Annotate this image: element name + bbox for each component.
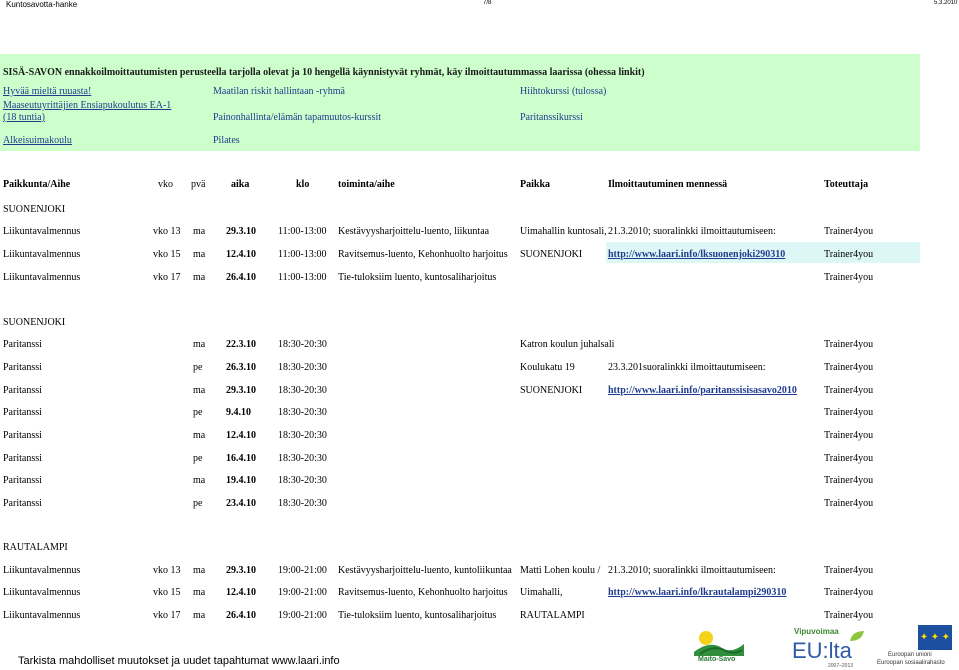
eu-flag-icon	[918, 625, 952, 650]
table-cell: vko 17	[153, 272, 181, 283]
table-cell: 29.3.10	[226, 385, 256, 396]
table-cell: 18:30-20:30	[278, 498, 327, 509]
table-cell: 12.4.10	[226, 249, 256, 260]
table-cell: Trainer4you	[824, 272, 874, 283]
table-cell: Trainer4you	[824, 385, 874, 396]
table-cell: 18:30-20:30	[278, 385, 327, 396]
table-cell: RAUTALAMPI	[520, 610, 585, 621]
table-cell: Tie-tuloksiim luento, kuntosaliharjoitus	[338, 272, 497, 283]
eu-label-1: Euroopan unioni	[888, 652, 932, 658]
section-title: SUONENJOKI	[3, 204, 66, 215]
table-cell: 11:00-13:00	[278, 272, 327, 283]
table-cell: Kestävyysharjoittelu-luento, kuntoliikuntaa	[338, 565, 512, 576]
table-cell: Paritanssi	[3, 453, 42, 464]
table-cell: Paritanssi	[3, 407, 42, 418]
header-page: 7/8	[483, 0, 492, 6]
table-cell: Tie-tuloksiim luento, kuntosaliharjoitus	[338, 610, 497, 621]
table-cell: 18:30-20:30	[278, 407, 327, 418]
table-cell: pe	[193, 407, 203, 418]
group-link-hyvaa-mielta[interactable]: Hyvää mieltä ruuasta!	[3, 86, 92, 97]
table-cell: Liikuntavalmennus	[3, 272, 81, 283]
table-cell: Liikuntavalmennus	[3, 226, 81, 237]
table-cell: Trainer4you	[824, 226, 874, 237]
col-header-pva: pvä	[191, 179, 206, 190]
table-cell: Liikuntavalmennus	[3, 565, 81, 576]
section-title: RAUTALAMPI	[3, 542, 68, 553]
table-cell: Paritanssi	[3, 362, 42, 373]
registration-link[interactable]: http://www.laari.info/lksuonenjoki290310	[608, 249, 786, 260]
table-cell: 16.4.10	[226, 453, 256, 464]
table-cell: SUONENJOKI	[520, 249, 583, 260]
table-cell: 18:30-20:30	[278, 453, 327, 464]
col-header-klo: klo	[296, 179, 310, 190]
table-cell: Trainer4you	[824, 339, 874, 350]
table-cell: Uimahallin kuntosali,	[520, 226, 607, 237]
table-cell: ma	[193, 565, 206, 576]
table-cell: 12.4.10	[226, 430, 256, 441]
eu-label-2: Euroopan sosiaalirahasto	[877, 660, 945, 666]
table-cell: pe	[193, 362, 203, 373]
table-cell: Katron koulun juhalsali	[520, 339, 615, 350]
section-title: SUONENJOKI	[3, 317, 66, 328]
eu-lta-label: EU:lta	[792, 638, 852, 663]
table-cell: 18:30-20:30	[278, 475, 327, 486]
table-cell: 11:00-13:00	[278, 226, 327, 237]
group-link-pilates[interactable]: Pilates	[213, 135, 240, 146]
table-cell: Paritanssi	[3, 498, 42, 509]
registration-link[interactable]: http://www.laari.info/lkrautalampi290310	[608, 587, 787, 598]
table-cell: ma	[193, 249, 206, 260]
table-cell: 11:00-13:00	[278, 249, 327, 260]
maito-savo-logo	[690, 628, 748, 666]
table-cell: Trainer4you	[824, 430, 874, 441]
col-header-vko: vko	[158, 179, 173, 190]
group-link-ensiapukoulutus-hours[interactable]: (18 tuntia)	[3, 112, 45, 123]
table-cell: 18:30-20:30	[278, 430, 327, 441]
table-cell: 18:30-20:30	[278, 362, 327, 373]
table-cell: 26.4.10	[226, 272, 256, 283]
table-cell: 29.3.10	[226, 565, 256, 576]
maito-savo-logo-icon	[690, 628, 748, 656]
maito-savo-label: Maito-Savo	[698, 656, 736, 663]
col-header-toiminta: toiminta/aihe	[338, 179, 395, 190]
table-cell: Ravitsemus-luento, Kehonhuolto harjoitus	[338, 249, 508, 260]
col-header-ilmoittautuminen: Ilmoittautuminen mennessä	[608, 179, 728, 190]
table-cell: SUONENJOKI	[520, 385, 583, 396]
col-header-toteuttaja: Toteuttaja	[824, 179, 869, 190]
table-cell: Paritanssi	[3, 475, 42, 486]
table-cell: ma	[193, 475, 206, 486]
table-cell: Kestävyysharjoittelu-luento, liikuntaa	[338, 226, 490, 237]
table-cell: ma	[193, 272, 206, 283]
table-cell: 22.3.10	[226, 339, 256, 350]
table-cell: vko 15	[153, 587, 181, 598]
table-cell: Trainer4you	[824, 362, 874, 373]
group-link-alkeisuimakoulu[interactable]: Alkeisuimakoulu	[3, 135, 72, 146]
table-cell: Paritanssi	[3, 339, 42, 350]
table-cell: 12.4.10	[226, 587, 256, 598]
table-cell: Trainer4you	[824, 453, 874, 464]
table-cell: Trainer4you	[824, 475, 874, 486]
table-cell: vko 13	[153, 565, 181, 576]
table-cell: Paritanssi	[3, 385, 42, 396]
table-cell: vko 17	[153, 610, 181, 621]
table-cell: Liikuntavalmennus	[3, 610, 81, 621]
table-cell: ma	[193, 610, 206, 621]
group-hiihtokurssi: Hiihtokurssi (tulossa)	[520, 86, 607, 97]
table-cell: Trainer4you	[824, 498, 874, 509]
table-cell: pe	[193, 498, 203, 509]
table-cell: Trainer4you	[824, 407, 874, 418]
table-cell: 9.4.10	[226, 407, 251, 418]
table-cell: 23.4.10	[226, 498, 256, 509]
group-link-ensiapukoulutus[interactable]: Maaseutuyrittäjien Ensiapukoulutus EA-1	[3, 100, 172, 111]
vipuvoimaa-label: Vipuvoimaa	[794, 627, 839, 636]
eu-years-label: 2007–2013	[828, 663, 854, 669]
group-link-painonhallinta[interactable]: Painonhallinta/elämän tapamuutos-kurssit	[213, 112, 382, 123]
table-cell: ma	[193, 339, 206, 350]
table-cell: ma	[193, 226, 206, 237]
table-cell: 19:00-21:00	[278, 565, 327, 576]
table-cell: 19.4.10	[226, 475, 256, 486]
table-cell: Trainer4you	[824, 565, 874, 576]
table-cell: Koulukatu 19	[520, 362, 575, 373]
table-cell: Liikuntavalmennus	[3, 249, 81, 260]
col-header-aika: aika	[231, 179, 250, 190]
table-cell: Ravitsemus-luento, Kehonhuolto harjoitus	[338, 587, 508, 598]
table-cell: Uimahalli,	[520, 587, 563, 598]
table-cell: Trainer4you	[824, 249, 874, 260]
table-cell: vko 13	[153, 226, 181, 237]
group-link-maatilan-riskit[interactable]: Maatilan riskit hallintaan -ryhmä	[213, 86, 345, 97]
eu-stars-icon: ✦ ✦ ✦	[919, 632, 951, 643]
table-cell: Trainer4you	[824, 587, 874, 598]
table-cell: ma	[193, 587, 206, 598]
table-cell: 19:00-21:00	[278, 587, 327, 598]
footer-text: Tarkista mahdolliset muutokset ja uudet tapahtumat www.laari.info	[18, 655, 340, 667]
header-date: 5.3.2010	[934, 0, 958, 6]
table-cell: 18:30-20:30	[278, 339, 327, 350]
vipuvoimaa-logo	[788, 627, 868, 669]
table-cell: 26.4.10	[226, 610, 256, 621]
registration-link[interactable]: http://www.laari.info/paritanssisisasavo2010	[608, 385, 797, 396]
table-cell: 19:00-21:00	[278, 610, 327, 621]
header-left: Kuntosavotta-hanke	[6, 0, 78, 9]
page-title: SISÄ-SAVON ennakkoilmoittautumisten perusteella tarjolla olevat ja 10 hengellä käynnistyvät ryhmät, käy ilmoittautummassa laarissa (ohessa linkit)	[3, 67, 645, 78]
col-header-paikkunta: Paikkunta/Aihe	[3, 179, 71, 190]
table-cell: vko 15	[153, 249, 181, 260]
group-link-paritanssikurssi[interactable]: Paritanssikurssi	[520, 112, 583, 123]
table-cell: 26.3.10	[226, 362, 256, 373]
table-cell: 23.3.201suoralinkki ilmoittautumiseen:	[608, 362, 766, 373]
table-cell: 21.3.2010; suoralinkki ilmoittautumiseen:	[608, 226, 776, 237]
col-header-paikka: Paikka	[520, 179, 551, 190]
table-cell: Matti Lohen koulu /	[520, 565, 601, 576]
table-cell: 21.3.2010; suoralinkki ilmoittautumiseen:	[608, 565, 776, 576]
table-cell: ma	[193, 430, 206, 441]
table-cell: ma	[193, 385, 206, 396]
table-cell: 29.3.10	[226, 226, 256, 237]
table-cell: pe	[193, 453, 203, 464]
table-cell: Liikuntavalmennus	[3, 587, 81, 598]
table-cell: Trainer4you	[824, 610, 874, 621]
table-cell: Paritanssi	[3, 430, 42, 441]
